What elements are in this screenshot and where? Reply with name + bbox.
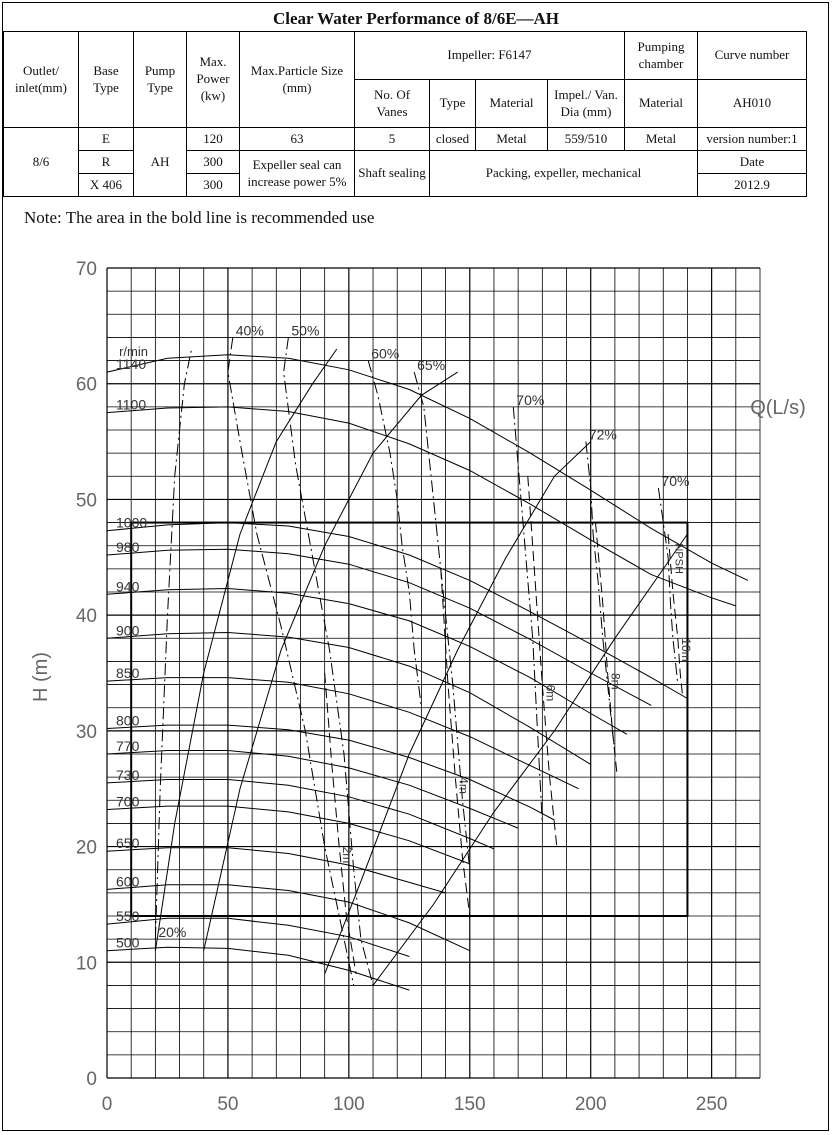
x-tick-label: 150 (453, 1094, 486, 1115)
y-tick-label: 30 (75, 721, 97, 743)
vane-type: closed (430, 128, 476, 151)
spec-table (3, 31, 807, 197)
y-axis-label: H (m) (30, 652, 52, 702)
header-impeller-dia: Impel./ Van. Dia (mm) (548, 80, 625, 128)
speed-label: 1140 (116, 356, 147, 373)
header-base-type: Base Type (79, 32, 134, 128)
pump-type-cell: AH (134, 128, 187, 197)
header-curve-number: Curve number (698, 32, 807, 80)
x-tick-label: 50 (217, 1094, 239, 1115)
efficiency-label: 50% (291, 322, 320, 339)
speed-label: 850 (116, 665, 140, 682)
header-impeller-material: Material (476, 80, 548, 128)
efficiency-label: 72% (588, 426, 617, 443)
power-r: 300 (187, 151, 240, 174)
npsh-label: 4m (456, 777, 471, 794)
curves (107, 337, 748, 990)
speed-curve (107, 355, 748, 581)
efficiency-curve (155, 349, 191, 939)
speed-label: 900 (116, 622, 140, 639)
speed-unit-label: r/min (119, 343, 148, 359)
y-tick-label: 10 (75, 953, 97, 975)
speed-curve (107, 806, 470, 864)
recommended-area-box (131, 523, 687, 916)
speed-label: 700 (116, 793, 140, 810)
chamber-material: Metal (625, 128, 698, 151)
speed-label: 1000 (116, 514, 148, 531)
y-tick-label: 60 (75, 374, 97, 396)
speed-label: 770 (116, 738, 140, 754)
power-curve (155, 349, 336, 951)
efficiency-curve (414, 372, 470, 870)
speed-curve (107, 885, 470, 951)
speed-curve (107, 947, 409, 990)
page-title: Clear Water Performance of 8/6E—AH (272, 9, 560, 28)
speed-label: 730 (116, 766, 140, 783)
npsh-label: 6m (543, 684, 558, 702)
shaft-sealing: Shaft sealing (355, 151, 430, 197)
npsh-label: 8m (608, 673, 623, 690)
performance-chart (0, 232, 833, 1132)
npsh-curve (441, 569, 470, 916)
sealing-types: Packing, expeller, mechanical (430, 151, 698, 197)
npsh-label: 10m (678, 638, 693, 662)
header-no-vanes: No. Of Vanes (355, 80, 430, 128)
curve-id: AH010 (698, 80, 807, 128)
efficiency-label: 60% (371, 345, 400, 362)
base-r: R (79, 151, 134, 174)
npsh-curve (596, 523, 618, 778)
npsh-title: NPSH (672, 543, 685, 574)
header-pumping-chamber: Pumping chamber (625, 32, 698, 80)
y-tick-label: 0 (86, 1069, 97, 1090)
power-e: 120 (187, 128, 240, 151)
efficiency-label: 20% (158, 924, 187, 941)
version-number: version number:1 (698, 128, 807, 151)
speed-label: 650 (116, 835, 140, 852)
size-cell: 8/6 (4, 128, 79, 197)
speed-label: 550 (116, 908, 140, 925)
y-tick-label: 70 (75, 259, 97, 280)
efficiency-label: 70% (661, 472, 690, 489)
npsh-label: 2m (340, 846, 355, 864)
efficiency-label: 40% (235, 322, 264, 339)
header-max-power: Max. Power (kw) (187, 32, 240, 128)
speed-label: 500 (116, 934, 140, 951)
y-tick-label: 20 (75, 837, 97, 859)
date-label: Date (698, 151, 807, 174)
speed-label: 1100 (116, 396, 147, 413)
power-curve (373, 534, 687, 985)
header-impeller: Impeller: F6147 (355, 32, 625, 80)
x-axis-label: Q(L/s) (750, 397, 806, 419)
impeller-dia: 559/510 (548, 128, 625, 151)
header-pump-type: Pump Type (134, 32, 187, 128)
y-tick-label: 40 (75, 606, 97, 628)
vane-material: Metal (476, 128, 548, 151)
particle-size: 63 (240, 128, 355, 151)
header-max-particle: Max.Particle Size (mm) (240, 32, 355, 128)
speed-curve (107, 549, 651, 705)
x-tick-label: 0 (101, 1094, 113, 1115)
efficiency-label: 70% (516, 391, 545, 408)
date-value: 2012.9 (698, 174, 807, 197)
grid (107, 268, 760, 1078)
x-tick-label: 250 (695, 1094, 728, 1115)
x-tick-label: 200 (574, 1094, 607, 1115)
base-e: E (79, 128, 134, 151)
expeller-note: Expeller seal can increase power 5% (240, 151, 355, 197)
header-chamber-material: Material (625, 80, 698, 128)
base-x406: X 406 (79, 174, 134, 197)
vanes-count: 5 (355, 128, 430, 151)
recommended-note: Note: The area in the bold line is recommended use (24, 208, 375, 227)
x-tick-label: 100 (333, 1094, 365, 1115)
header-outlet-inlet: Outlet/ inlet(mm) (4, 32, 79, 128)
y-tick-label: 50 (75, 490, 97, 512)
speed-label: 980 (116, 538, 140, 555)
speed-label: 800 (116, 712, 140, 729)
efficiency-curve (658, 488, 677, 685)
header-impeller-type: Type (430, 80, 476, 128)
speed-curve (107, 678, 579, 789)
efficiency-label: 65% (417, 357, 446, 374)
speed-label: 600 (116, 873, 140, 890)
power-x406: 300 (187, 174, 240, 197)
speed-label: 940 (116, 578, 140, 595)
